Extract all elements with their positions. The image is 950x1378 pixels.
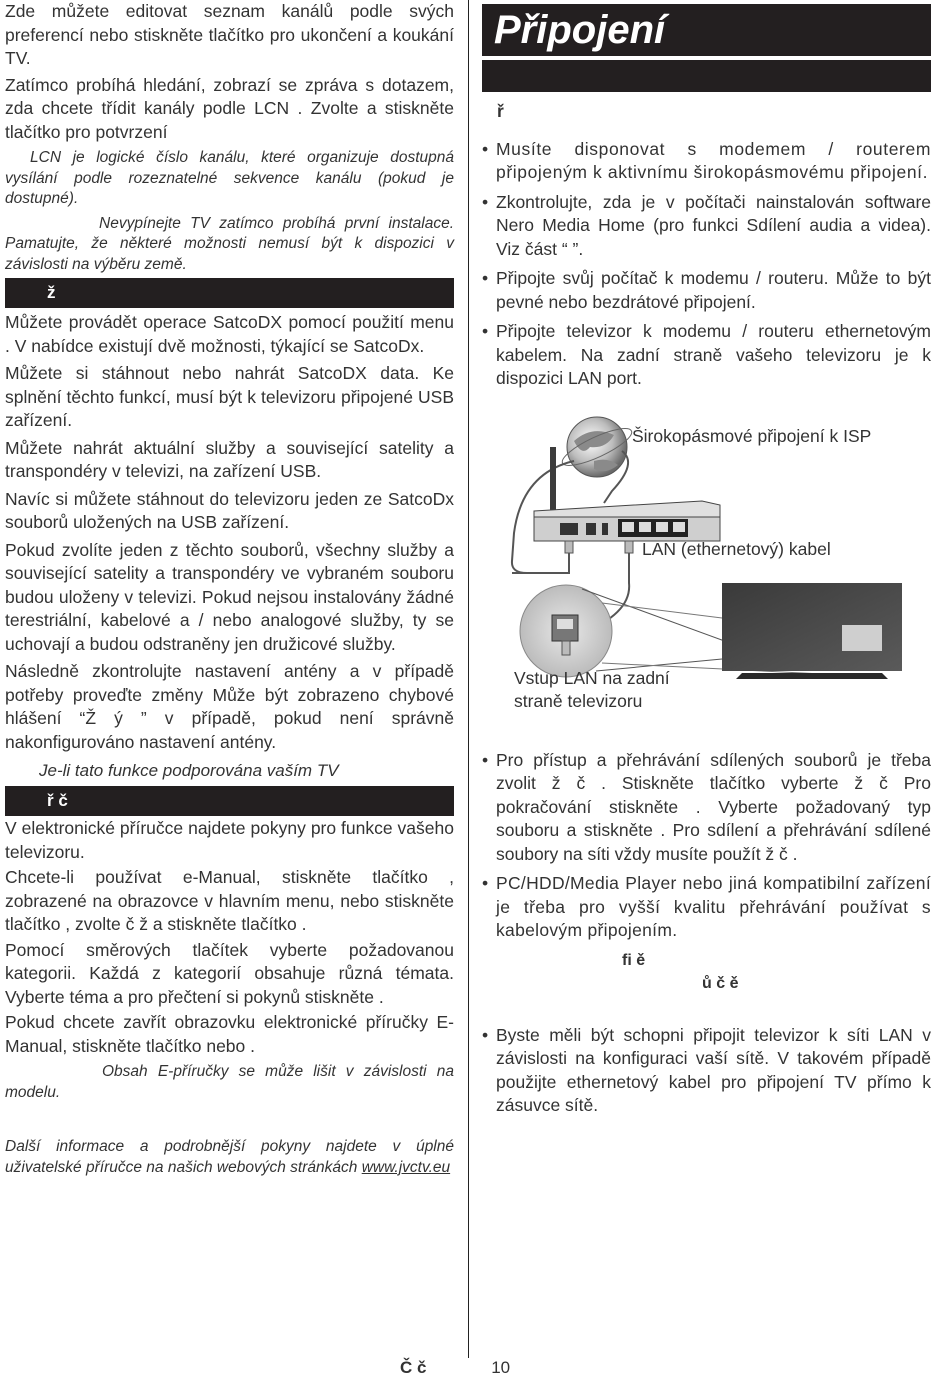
bullet-lan-socket: • Byste měli být schopni připojit televizor k síti LAN v závislosti na konfiguraci vaší sítě. V takovém případě použijte ethernetový kabel pro připojení TV přímo k zásuvce sítě. — [482, 1024, 931, 1115]
para-satcodx-load: Navíc si můžete stáhnout do televizoru jeden ze SatcoDx souborů uložených na USB zařízení. — [5, 488, 454, 532]
note-tv-support: Je-li tato funkce podporována vaším TV — [39, 761, 339, 780]
website-link[interactable]: www.jvctv.eu — [361, 1158, 451, 1176]
bullet-tv-connect: • Připojte televizor k modemu / routeru ethernetovým kabelem. Na zadní straně vašeho televizoru je k dispozici LAN port. — [482, 321, 931, 388]
bullet-lan-socket-text: Byste měli být schopni připojit televizor k síti LAN v závislosti na konfiguraci vaší sítě. V takovém případě použijte ethernetový kabel pro připojení TV přímo k zásuvce sítě. — [496, 1024, 931, 1115]
lan-cable-label: LAN (ethernetový) kabel — [642, 538, 831, 559]
tv-icon — [722, 583, 902, 679]
note-lcn: LCN je logické číslo kanálu, které organizuje dostupná vysílání podle rozeznatelné sekvence kanálu (pokud je dostupné). — [5, 149, 454, 207]
bullet-pc-connect-text: Připojte svůj počítač k modemu / routeru. Může to být pevné nebo bezdrátové připojení. — [496, 268, 931, 312]
bullet-sharing-text: Pro přístup a přehrávání sdílených souborů je třeba zvolit ž č . Stiskněte tlačítko vyberte ž č Pro pokračování stiskněte . Vyberte požadovaný typ souboru a stiskněte . Pro sdílení a přehrávání sdílené soubory na síti vždy musíte použít ž č . — [496, 749, 931, 864]
page-number: 10 — [491, 1358, 511, 1377]
para-emanual-navigate: Pomocí směrových tlačítek vyberte požadovanou kategorii. Každá z kategorií obsahuje různá témata. Vyberte téma a pro přečtení si pokynů stiskněte . — [5, 939, 454, 1007]
page-footer — [400, 1358, 510, 1378]
globe-icon — [558, 417, 635, 477]
note-more-info — [5, 1137, 454, 1178]
note-emanual-content: Obsah E-příručky se může lišit v závislosti na modelu. — [5, 1063, 454, 1101]
section-bar-satcodx: ž — [5, 278, 454, 308]
section-bar-emanual: ř č — [5, 786, 454, 816]
bullet-sharing: • Pro přístup a přehrávání sdílených souborů je třeba zvolit ž č . Stiskněte tlačítko vyberte ž č Pro pokračování stiskněte . Vyberte požadovaný typ souboru a stiskněte . Pro sdílení a přehrávání sdílené soubory na síti vždy musíte použít ž č . — [482, 749, 931, 864]
left-column — [5, 0, 454, 1178]
bullet-extra-2: ů č ě — [702, 975, 739, 992]
para-lcn-sort: Zatímco probíhá hledání, zobrazí se zpráva s dotazem, zda chcete třídit kanály podle LCN . Zvolte a stiskněte tlačítko pro potvrzení — [5, 74, 454, 142]
tv-lan-label: Vstup LAN na zadní straně televizoru — [514, 667, 670, 711]
para-satcodx-services: Pokud zvolíte jeden z těchto souborů, všechny služby a související satelity a transpondéry ve vybraném souboru budou uloženy v televizi. Pokud nejsou instalovány žádné terestriální, kabelové a / nebo analogové služby, ty se uchovají a budou odstraněny jen družicové služby. — [5, 539, 454, 654]
para-satcodx-download: Můžete si stáhnout nebo nahrát SatcoDX data. Ke splnění těchto funkcí, musí být k televizoru připojené USB zařízení. — [5, 363, 454, 430]
subhead: ř — [497, 101, 504, 121]
bullet-cable-quality: • PC/HDD/Media Player nebo jiná kompatibilní zařízení je třeba pro vyšší kvalitu přehrávání používat s kabelovým připojením. — [482, 873, 931, 940]
bullet-extra-1: fi ě — [622, 951, 646, 969]
para-emanual-intro: V elektronické příručce najdete pokyny pro funkce vašeho televizoru. — [5, 818, 454, 862]
right-column — [482, 0, 931, 1118]
bullet-pc-connect: • Připojte svůj počítač k modemu / routeru. Může to být pevné nebo bezdrátové připojení. — [482, 268, 931, 312]
isp-label: Širokopásmové připojení k ISP — [632, 425, 872, 446]
bullet-nero: • Zkontrolujte, zda je v počítači nainstalován software Nero Media Home (pro funkci Sdílení audia a videa). Viz část “ ”. — [482, 191, 931, 259]
para-channel-edit: Zde můžete editovat seznam kanálů podle svých preferencí nebo stiskněte tlačítko pro ukončení a koukání TV. — [5, 1, 454, 68]
bullet-tv-connect-text: Připojte televizor k modemu / routeru ethernetovým kabelem. Na zadní straně vašeho televizoru je k dispozici LAN port. — [496, 321, 931, 388]
bullet-modem-text: Musíte disponovat s modemem / routerem připojeným k aktivnímu širokopásmovému připojení. — [496, 138, 931, 182]
bullet-cable-quality-text: PC/HDD/Media Player nebo jiná kompatibilní zařízení je třeba pro vyšší kvalitu přehrávání používat s kabelovým připojením. — [496, 873, 931, 940]
page-title: Připojení — [482, 4, 931, 56]
para-emanual-open: Chcete-li používat e-Manual, stiskněte tlačítko , zobrazené na obrazovce v hlavním menu, nebo stiskněte tlačítko , zvolte č ž a stiskněte tlačítko . — [5, 867, 454, 934]
para-antenna-check: Následně zkontrolujte nastavení antény a v případě potřeby proveďte změny Může být zobrazeno chybové hlášení “Ž ý ” v případě, pokud není správně nakonfigurováno nastavení antény. — [5, 661, 454, 752]
bullet-nero-text: Zkontrolujte, zda je v počítači nainstalován software Nero Media Home (pro funkci Sdílení audia a videa). Viz část “ ”. — [496, 191, 931, 259]
para-emanual-close: Pokud chcete zavřít obrazovku elektronické příručky E-Manual, stiskněte tlačítko nebo . — [5, 1012, 454, 1056]
para-satcodx-menu: Můžete provádět operace SatcoDX pomocí použití menu . V nabídce existují dvě možnosti, týkající se SatcoDx. — [5, 312, 454, 356]
note-first-install: Nevypínejte TV zatímco probíhá první instalace. Pamatujte, že některé možnosti nemusí být k dispozici v závislosti na výběru země. — [5, 214, 454, 273]
more-info-text: Další informace a podrobnější pokyny najdete v úplné uživatelské příručce na našich webových stránkách — [5, 1138, 454, 1176]
connection-diagram — [482, 413, 931, 749]
lan-port-icon — [520, 585, 612, 677]
bullet-modem: • Musíte disponovat s modemem / routerem připojeným k aktivnímu širokopásmovému připojení. — [482, 138, 931, 182]
title-subbar — [482, 60, 931, 92]
column-divider — [468, 0, 469, 1358]
footer-label: Č č — [400, 1358, 427, 1377]
para-satcodx-upload: Můžete nahrát aktuální služby a související satelity a transpondéry v televizi, na zařízení USB. — [5, 437, 454, 481]
